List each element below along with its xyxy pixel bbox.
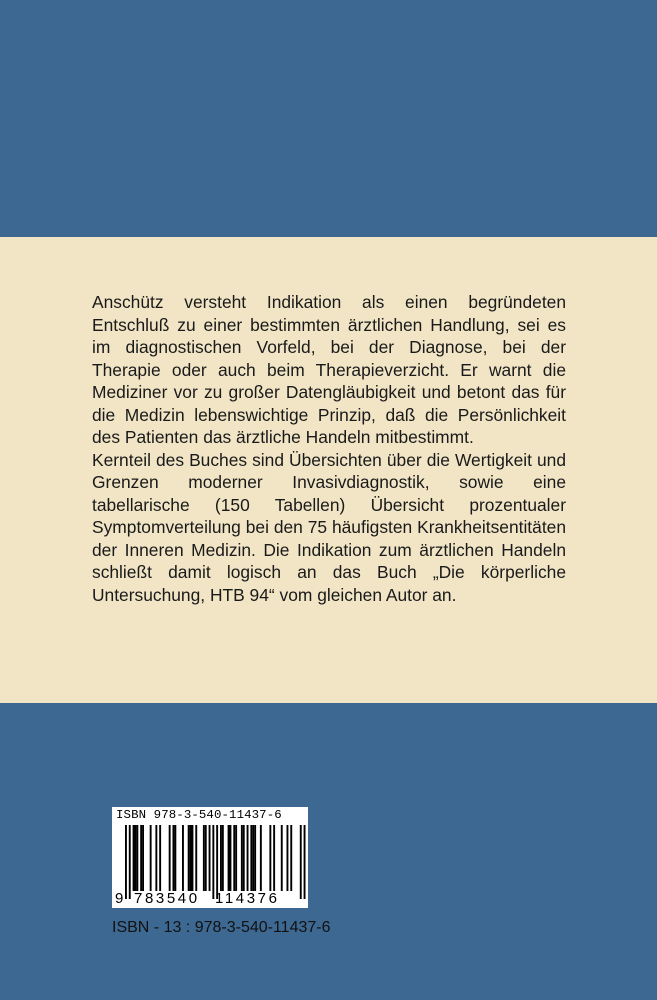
barcode-bar [233,825,235,891]
barcode-digits-right: 114376 [215,890,280,907]
barcode-bar [252,825,254,891]
barcode-bar [173,825,175,891]
barcode-bar [192,825,194,891]
barcode-bar [235,825,237,891]
barcode-bar [195,825,197,891]
barcode-guard-bar [125,825,127,899]
barcode-bar [182,825,184,891]
barcode-guard-bar [216,825,218,899]
barcode-bar [273,825,275,891]
blurb-paragraph-1: Anschütz versteht Indikation als einen begründeten Entschluß zu einer bestimmten ärztlichen Handlung, sei es im diagnostischen Vorfeld, bei der Diagnose, bei der Therapie oder auch beim Therapieverzicht. Er warnt die Mediziner vor zu großer Datengläubigkeit und betont das für die Medizin lebenswichtige Prinzip, daß die Persönlichkeit des Patienten das ärztliche Handeln mitbestimmt. [92,292,566,447]
barcode-bar [205,825,207,891]
barcode-guard-bar [304,825,306,899]
barcode-bar [155,825,157,891]
barcode-bar [241,825,243,891]
barcode-digit-first: 9 [115,890,124,907]
barcode-bar [135,825,137,891]
barcode-guard-bar [129,825,131,899]
barcode-bar [174,825,176,891]
barcode-bar [260,825,262,891]
barcode-bar [190,825,192,891]
barcode-bar [209,825,211,891]
barcode-bar [220,825,222,891]
barcode-digits-left: 783540 [134,890,200,907]
barcode-bar [243,825,245,891]
barcode-bar [133,825,135,891]
barcode-isbn-label: ISBN 978-3-540-11437-6 [116,808,282,822]
barcode-bar [150,825,152,891]
blurb-paragraph-2: Kernteil des Buches sind Übersichten über die Wertigkeit und Grenzen moderner Invasivdiagnostik, sowie eine tabellarische (150 Tabellen) Übersicht prozentualer Symptomverteilung bei den 75 häufigsten Krankheitsentitäten der Inneren Medizin. Die Indikation zum ärztlichen Handeln schließt damit logisch an das Buch „Die körperliche Untersuchung, HTB 94“ vom gleichen Autor an. [92,449,566,605]
barcode-guard-bar [212,825,214,899]
barcode-bar [136,825,138,891]
barcode-guard-bar [300,825,302,899]
barcode-bar [203,825,205,891]
isbn-13-line: ISBN - 13 : 978-3-540-11437-6 [112,919,331,936]
barcode-bar [188,825,190,891]
barcode-bar [230,825,232,891]
barcode-bar [222,825,224,891]
barcode-bar [281,825,283,891]
barcode-bar [142,825,144,891]
barcode-bar [140,825,142,891]
blurb-text [92,291,566,606]
barcode-bar [269,825,271,891]
barcode-bar [250,825,252,891]
barcode-bar [169,825,171,891]
barcode-bar [228,825,230,891]
barcode-bar [247,825,249,891]
barcode-bar [290,825,292,891]
barcode [112,807,308,908]
barcode-bar [159,825,161,891]
barcode-bar [287,825,289,891]
barcode-bar [254,825,256,891]
